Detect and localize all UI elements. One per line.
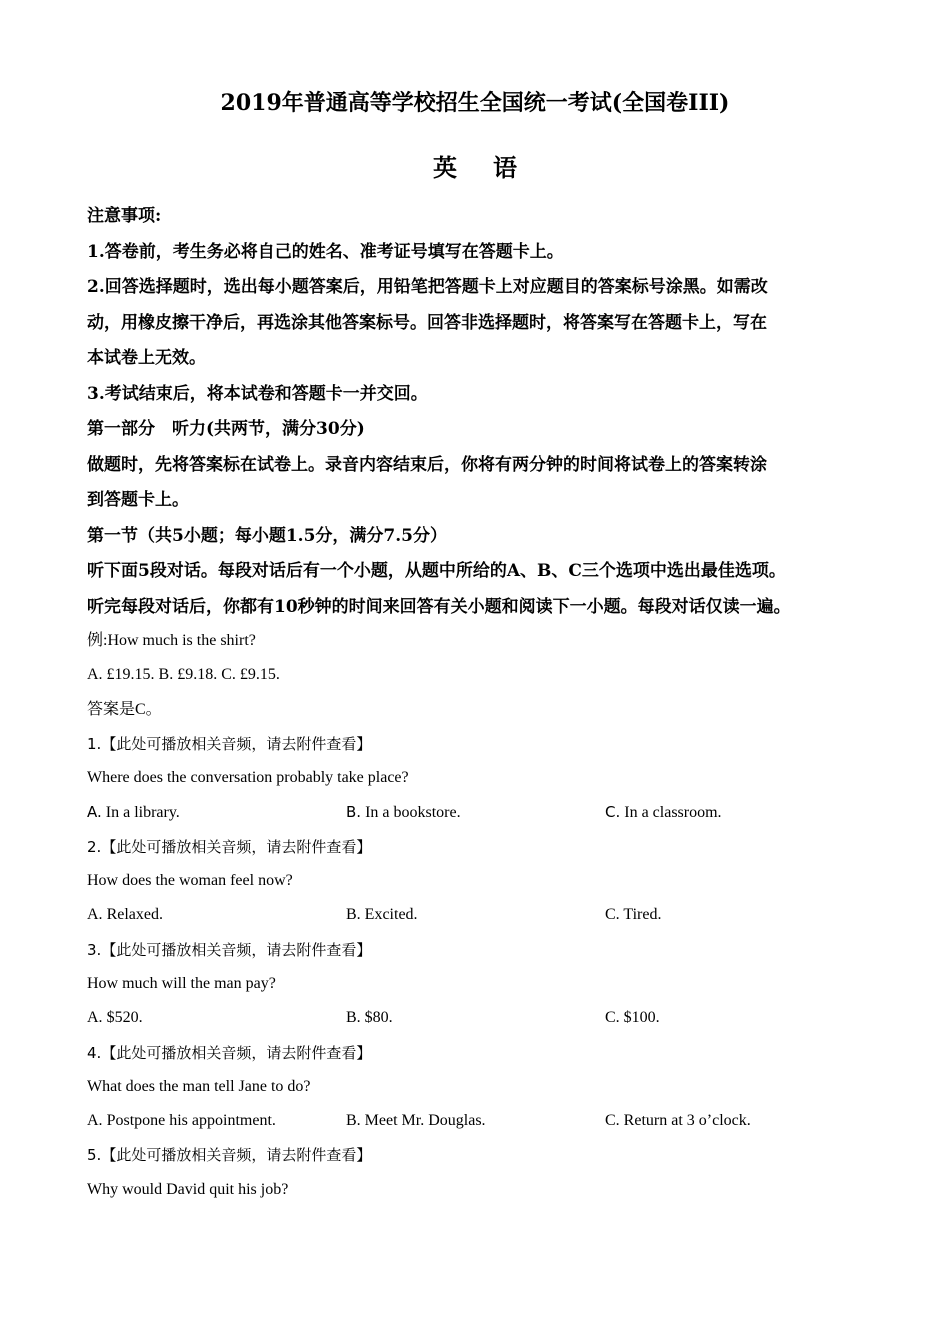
option-a[interactable]	[87, 1108, 346, 1142]
note-line: 本试卷上无效。	[87, 348, 206, 368]
option-a[interactable]	[87, 799, 346, 833]
option-text: $80.	[360, 1009, 393, 1027]
option-b[interactable]	[346, 902, 605, 936]
option-text: Postpone his appointment.	[102, 1112, 276, 1130]
option-letter: A.	[87, 803, 102, 822]
option-text: In a bookstore.	[361, 804, 461, 822]
question-header	[87, 1142, 887, 1176]
option-letter: C.	[605, 1009, 620, 1027]
option-text: In a library.	[101, 804, 180, 822]
audio-link[interactable]: 【此处可播放相关音频，请去附件查看】	[101, 1146, 372, 1165]
audio-link[interactable]: 【此处可播放相关音频，请去附件查看】	[101, 1043, 372, 1062]
option-b[interactable]	[346, 1005, 605, 1039]
note-line: 听完每段对话后，你都有10秒钟的时间来回答有关小题和阅读下一小题。每段对话仅读一遍。	[87, 596, 791, 617]
question-options	[87, 1108, 887, 1142]
example-options: A. £19.15. B. £9.18. C. £9.15.	[87, 666, 280, 684]
exam-subject: 英语	[433, 153, 553, 182]
part-heading: 第一部分 听力(共两节，满分30分)	[87, 419, 365, 439]
example-answer: 答案是C。	[87, 700, 162, 718]
option-c[interactable]	[605, 1108, 864, 1142]
option-letter: A.	[87, 1009, 103, 1027]
question-header	[87, 731, 887, 765]
exam-title: 2019年普通高等学校招生全国统一考试(全国卷III)	[220, 90, 730, 116]
option-b[interactable]	[346, 1108, 605, 1142]
option-text: $520.	[102, 1009, 143, 1027]
question-options	[87, 1005, 887, 1039]
question-text: Where does the conversation probably take place?	[87, 769, 409, 787]
question-options	[87, 799, 887, 833]
option-letter: A.	[87, 1112, 103, 1130]
option-letter: C.	[605, 1112, 620, 1130]
question-number: 5.	[87, 1146, 102, 1165]
audio-link[interactable]: 【此处可播放相关音频，请去附件查看】	[101, 734, 372, 753]
option-b[interactable]	[346, 799, 605, 833]
option-text: Return at 3 o’clock.	[619, 1112, 751, 1130]
question-text: What does the man tell Jane to do?	[87, 1077, 311, 1095]
question-header	[87, 1040, 887, 1074]
option-text: $100.	[619, 1009, 660, 1027]
option-c[interactable]	[605, 902, 864, 936]
question-number: 4.	[87, 1043, 102, 1062]
option-letter: B.	[346, 1112, 361, 1130]
option-text: In a classroom.	[620, 804, 722, 822]
question-text: How does the woman feel now?	[87, 872, 293, 890]
question-number: 2.	[87, 837, 102, 856]
option-letter: B.	[346, 1009, 361, 1027]
note-line: 动，用橡皮擦干净后，再选涂其他答案标号。回答非选择题时，将答案写在答题卡上，写在	[87, 312, 767, 333]
option-letter: A.	[87, 906, 103, 924]
section-heading: 第一节（共5小题；每小题1.5分，满分7.5分）	[87, 525, 447, 546]
notes-heading: 注意事项:	[87, 206, 162, 226]
option-a[interactable]	[87, 902, 346, 936]
question-header	[87, 937, 887, 971]
option-c[interactable]	[605, 1005, 864, 1039]
note-line: 到答题卡上。	[87, 490, 189, 510]
option-letter: C.	[605, 803, 621, 822]
audio-link[interactable]: 【此处可播放相关音频，请去附件查看】	[101, 940, 372, 959]
question-text: Why would David quit his job?	[87, 1180, 289, 1198]
option-text: Meet Mr. Douglas.	[360, 1112, 486, 1130]
question-text: How much will the man pay?	[87, 974, 276, 992]
question-number: 1.	[87, 734, 102, 753]
option-letter: B.	[346, 803, 362, 822]
note-line: 1.答卷前，考生务必将自己的姓名、准考证号填写在答题卡上。	[87, 241, 564, 262]
option-c[interactable]	[605, 799, 864, 833]
note-line: 3.考试结束后，将本试卷和答题卡一并交回。	[87, 383, 428, 404]
example-question: 例:How much is the shirt?	[87, 632, 256, 649]
question-number: 3.	[87, 940, 102, 959]
note-line: 做题时，先将答案标在试卷上。录音内容结束后，你将有两分钟的时间将试卷上的答案转涂	[87, 454, 767, 475]
note-line: 听下面5段对话。每段对话后有一个小题，从题中所给的A、B、C三个选项中选出最佳选项。	[87, 561, 786, 581]
option-text: Tired.	[619, 906, 662, 924]
option-text: Relaxed.	[102, 906, 163, 924]
option-a[interactable]	[87, 1005, 346, 1039]
option-text: Excited.	[360, 906, 418, 924]
question-header	[87, 834, 887, 868]
question-options	[87, 902, 887, 936]
instructions	[87, 203, 887, 629]
note-line: 2.回答选择题时，选出每小题答案后，用铅笔把答题卡上对应题目的答案标号涂黑。如需改	[87, 277, 768, 297]
audio-link[interactable]: 【此处可播放相关音频，请去附件查看】	[101, 837, 372, 856]
option-letter: C.	[605, 906, 620, 924]
listening-section	[87, 628, 887, 1211]
option-letter: B.	[346, 906, 361, 924]
